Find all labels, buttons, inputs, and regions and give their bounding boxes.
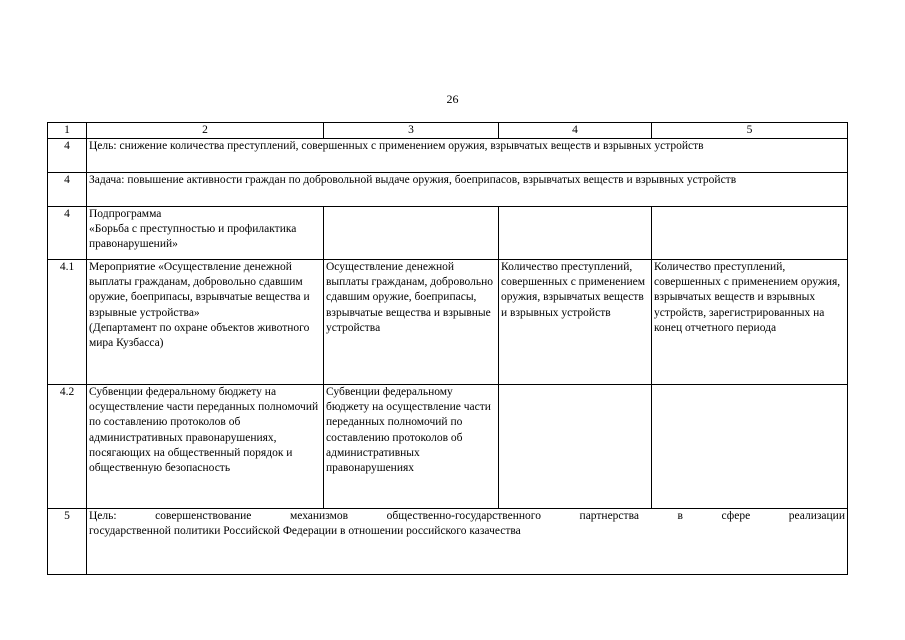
header-cell: 2 bbox=[87, 123, 324, 139]
empty-cell bbox=[652, 207, 848, 260]
goal-cell bbox=[87, 509, 848, 575]
table-row bbox=[48, 509, 848, 575]
header-cell: 1 bbox=[48, 123, 87, 139]
header-cell: 3 bbox=[324, 123, 499, 139]
subprogram-title: «Борьба с преступностью и профилактика правонарушений» bbox=[89, 223, 297, 251]
measure-title: Мероприятие «Осуществление денежной выплаты гражданам, добровольно сдавшим оружие, боеприпасы, взрывчатые вещества и взрывные устройства» bbox=[89, 261, 310, 319]
row-number: 4 bbox=[48, 207, 87, 260]
table-row bbox=[48, 173, 848, 207]
empty-cell bbox=[324, 207, 499, 260]
row-number: 4.2 bbox=[48, 385, 87, 509]
row-number: 4 bbox=[48, 139, 87, 173]
measure-description: Осуществление денежной выплаты гражданам, добровольно сдавшим оружие, боеприпасы, взрывчатые вещества и взрывные устройства bbox=[324, 260, 499, 385]
indicator-cell: Количество преступлений, совершенных с применением оружия, взрывчатых веществ и взрывных устройств, зарегистрированных на конец отчетного периода bbox=[652, 260, 848, 385]
goal-text-line: Цель: совершенствование механизмов общественно-государственного партнерства в сфере реализации bbox=[89, 510, 845, 522]
indicator-cell: Количество преступлений, совершенных с применением оружия, взрывчатых веществ и взрывных устройств bbox=[499, 260, 652, 385]
table-row bbox=[48, 139, 848, 173]
measure-cell: Субвенции федеральному бюджету на осуществление части переданных полномочий по составлению протоколов об административных правонарушениях, посягающих на общественный порядок и общественную безопасность bbox=[87, 385, 324, 509]
goal-text: Цель: снижение количества преступлений, совершенных с применением оружия, взрывчатых веществ и взрывных устройств bbox=[87, 139, 848, 173]
header-cell: 5 bbox=[652, 123, 848, 139]
header-cell: 4 bbox=[499, 123, 652, 139]
page-number: 26 bbox=[446, 92, 459, 106]
table-row bbox=[48, 207, 848, 260]
subprogram-label: Подпрограмма bbox=[89, 208, 162, 220]
measure-description: Субвенции федеральному бюджету на осуществление части переданных полномочий по составлению протоколов об административных правонарушениях bbox=[324, 385, 499, 509]
row-number: 4.1 bbox=[48, 260, 87, 385]
empty-cell bbox=[499, 207, 652, 260]
row-number: 4 bbox=[48, 173, 87, 207]
empty-cell bbox=[499, 385, 652, 509]
subprogram-cell bbox=[87, 207, 324, 260]
program-table bbox=[47, 122, 848, 575]
measure-cell bbox=[87, 260, 324, 385]
table-header-row bbox=[48, 123, 848, 139]
table-row bbox=[48, 385, 848, 509]
empty-cell bbox=[652, 385, 848, 509]
row-number: 5 bbox=[48, 509, 87, 575]
table-row bbox=[48, 260, 848, 385]
measure-department: (Департамент по охране объектов животного мира Кузбасса) bbox=[89, 321, 310, 350]
goal-text-line: государственной политики Российской Федерации в отношении российского казачества bbox=[89, 525, 521, 538]
task-text: Задача: повышение активности граждан по добровольной выдаче оружия, боеприпасов, взрывчатых веществ и взрывных устройств bbox=[87, 173, 848, 207]
